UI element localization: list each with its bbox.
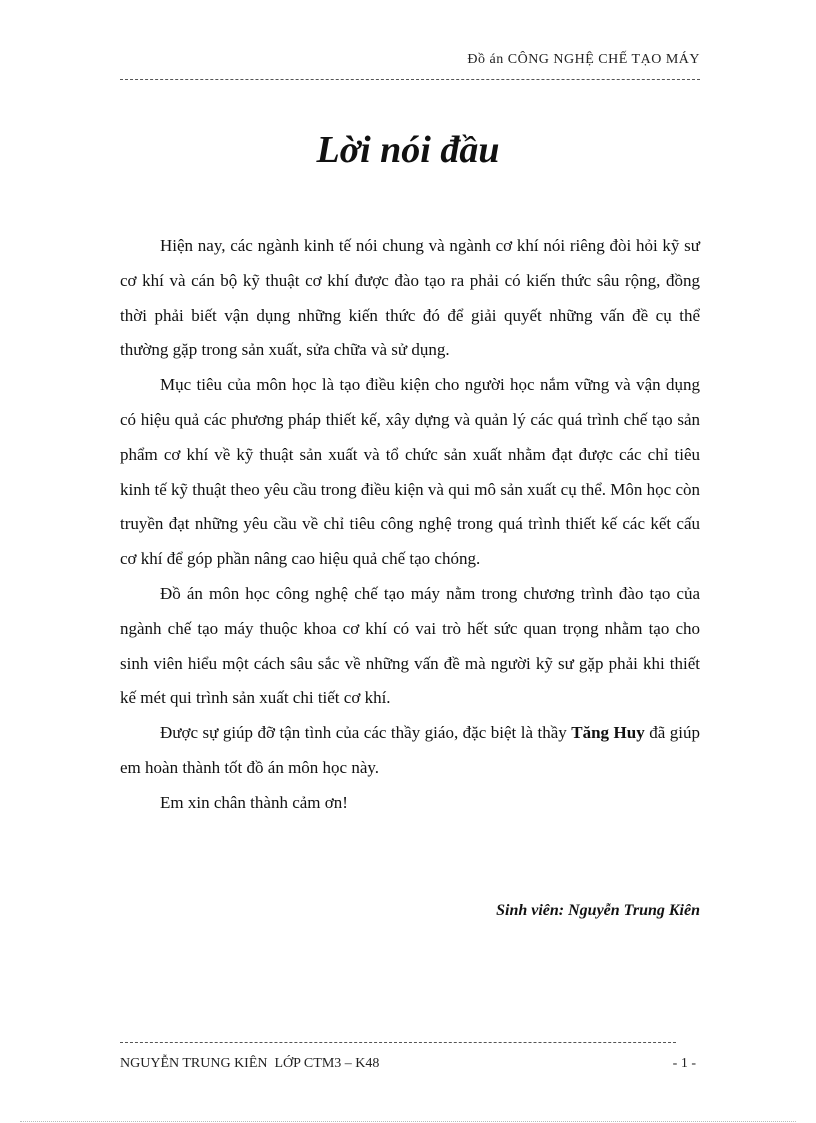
header-title: Đồ án CÔNG NGHỆ CHẾ TẠO MÁY	[467, 52, 700, 67]
paragraph-3: Đồ án môn học công nghệ chế tạo máy nằm trong chương trình đào tạo của ngành chế tạo máy thuộc khoa cơ khí có vai trò hết sức quan trọng nhằm tạo cho sinh viên hiểu một cách sâu sắc về những vấn đề mà người kỹ sư gặp phải khi thiết kế mét qui trình sản xuất chi tiết cơ khí.	[120, 583, 700, 708]
paragraph-1: Hiện nay, các ngành kinh tế nói chung và ngành cơ khí nói riêng đòi hỏi kỹ sư cơ khí và cán bộ kỹ thuật cơ khí được đào tạo ra phải có kiến thức sâu rộng, đồng thời phải biết vận dụng những kiến thức đó để giải quyết những vấn đề cụ thể thường gặp trong sản xuất, sửa chữa và sử dụng.	[120, 236, 700, 360]
page-edge-line	[20, 1121, 796, 1122]
teacher-name: Tăng Huy	[571, 723, 645, 743]
paragraph-4-start: Được sự giúp đỡ tận tình của các thầy giáo, đặc biệt là thầy	[160, 723, 572, 743]
paragraph-4	[120, 716, 700, 786]
student-signature: Sinh viên: Nguyễn Trung Kiên	[496, 902, 700, 919]
paragraph-5: Em xin chân thành cảm ơn!	[160, 792, 348, 812]
header-divider	[120, 79, 700, 80]
footer-student-class: NGUYỄN TRUNG KIÊN LỚP CTM3 – K48	[120, 1056, 380, 1071]
page-number: - 1 -	[672, 1056, 696, 1071]
page-title: Lời nói đầu	[316, 129, 500, 171]
paragraph-2: Mục tiêu của môn học là tạo điều kiện cho người học nắm vững và vận dụng có hiệu quả các phương pháp thiết kế, xây dựng và quản lý các quá trình chế tạo sản phẩm cơ khí về kỹ thuật sản xuất và tổ chức sản xuất nhằm đạt được các chỉ tiêu kinh tế kỹ thuật theo yêu cầu trong điều kiện và qui mô sản xuất cụ thể. Môn học còn truyền đạt những yêu cầu về chỉ tiêu công nghệ trong quá trình thiết kế các kết cấu cơ khí để góp phần nâng cao hiệu quả chế tạo chóng.	[120, 375, 700, 569]
document-body	[120, 229, 700, 821]
paragraph-4-end: đã giúp em hoàn thành tốt đồ án môn học này.	[120, 723, 700, 777]
footer-divider	[120, 1042, 676, 1043]
